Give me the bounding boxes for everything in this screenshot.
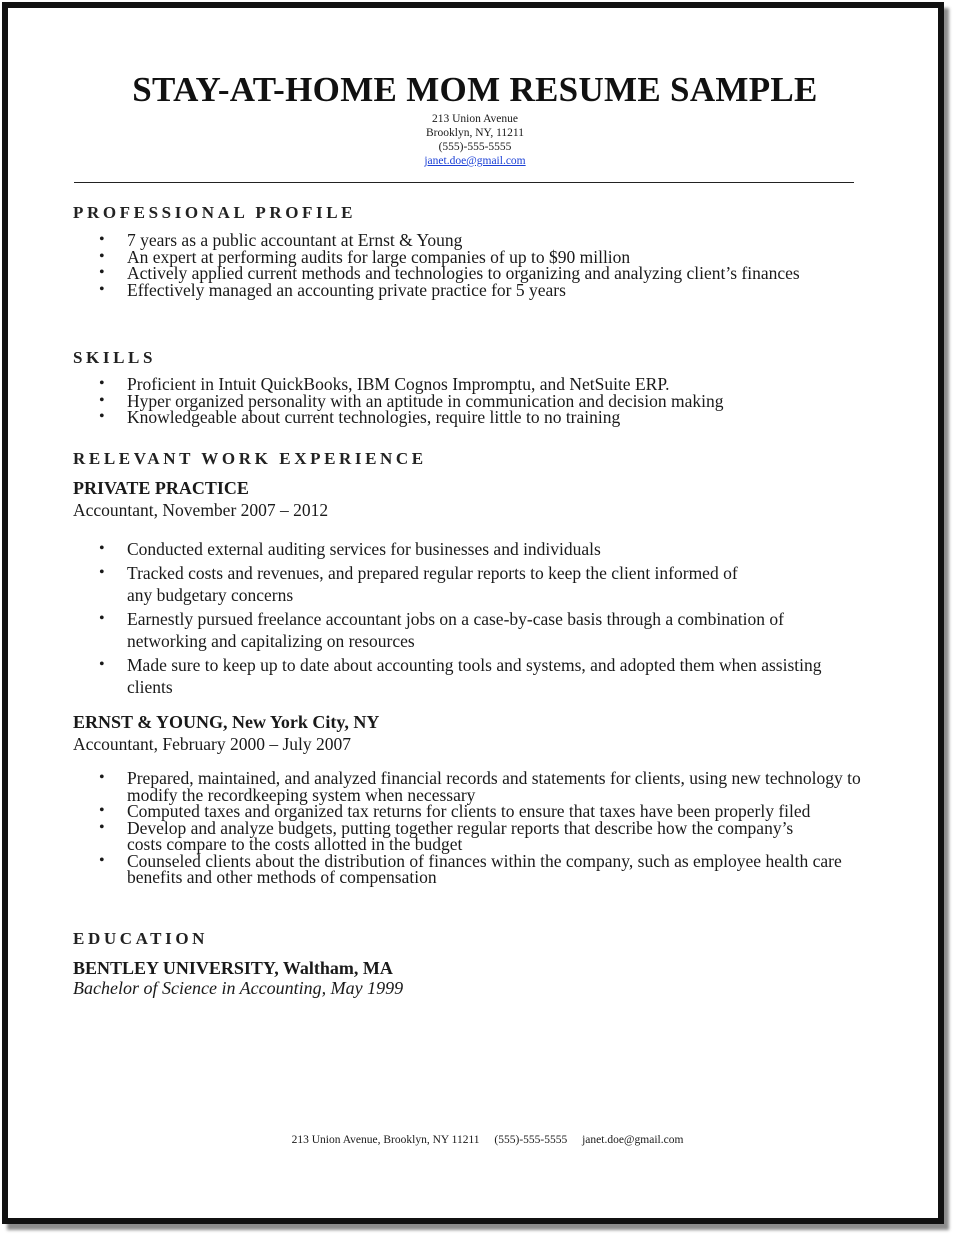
section-heading-experience: RELEVANT WORK EXPERIENCE [73, 449, 427, 468]
list-item: • Computed taxes and organized tax returns for clients to ensure that taxes have been properly filed [73, 803, 897, 820]
list-item: • Proficient in Intuit QuickBooks, IBM Cognos Impromptu, and NetSuite ERP. [73, 376, 873, 393]
job-duties-list [73, 538, 822, 700]
section-heading-education: EDUCATION [73, 929, 209, 948]
list-item: • Develop and analyze budgets, putting together regular reports that describe how the company’s costs compare to the costs allotted in the budget [73, 820, 827, 853]
header-divider [74, 182, 854, 183]
list-item: • Conducted external auditing services for businesses and individuals [73, 538, 793, 561]
school-name: BENTLEY UNIVERSITY, Waltham, MA [73, 958, 393, 978]
profile-list [73, 232, 853, 298]
job-duties-list [73, 770, 883, 886]
list-item: • Effectively managed an accounting private practice for 5 years [73, 282, 853, 299]
page-title: STAY-AT-HOME MOM RESUME SAMPLE [132, 70, 818, 109]
footer-email: janet.doe@gmail.com [582, 1134, 684, 1146]
list-item: • Actively applied current methods and technologies to organizing and analyzing client’s finances [73, 265, 847, 282]
list-item: • Tracked costs and revenues, and prepared regular reports to keep the client informed of any budgetary concerns [73, 562, 767, 607]
degree: Bachelor of Science in Accounting, May 1999 [73, 978, 404, 998]
address-line-2: Brooklyn, NY, 11211 [426, 127, 524, 139]
email-link[interactable]: janet.doe@gmail.com [424, 155, 526, 167]
footer-address: 213 Union Avenue, Brooklyn, NY 11211 [291, 1134, 480, 1146]
list-item: • 7 years as a public accountant at Ernst & Young [73, 232, 853, 249]
list-item: • Counseled clients about the distribution of finances within the company, such as employee health care benefits and other methods of compensation [73, 853, 887, 886]
phone-number: (555)-555-5555 [438, 141, 512, 153]
section-heading-skills: SKILLS [73, 348, 157, 367]
list-item: • Knowledgeable about current technologies, require little to no training [73, 409, 873, 426]
footer-phone: (555)-555-5555 [494, 1134, 568, 1146]
section-heading-profile: PROFESSIONAL PROFILE [73, 203, 357, 222]
list-item: • Hyper organized personality with an aptitude in communication and decision making [73, 393, 873, 410]
address-line-1: 213 Union Avenue [431, 113, 519, 125]
list-item: • Prepared, maintained, and analyzed financial records and statements for clients, using new technology to modify the recordkeeping system when necessary [73, 770, 887, 803]
footer-contact [0, 1134, 960, 1146]
list-item: • An expert at performing audits for large companies of up to $90 million [73, 249, 853, 266]
contact-block [0, 112, 950, 168]
skills-list [73, 376, 873, 426]
employer-name: PRIVATE PRACTICE [73, 478, 249, 498]
job-role: Accountant, February 2000 – July 2007 [73, 734, 352, 754]
employer-name: ERNST & YOUNG, New York City, NY [73, 712, 380, 732]
list-item: • Made sure to keep up to date about accounting tools and systems, and adopted them when assisting clients [73, 654, 827, 699]
list-item: • Earnestly pursued freelance accountant jobs on a case-by-case basis through a combination of networking and capitalizing on resources [73, 608, 787, 653]
job-role: Accountant, November 2007 – 2012 [73, 500, 329, 520]
